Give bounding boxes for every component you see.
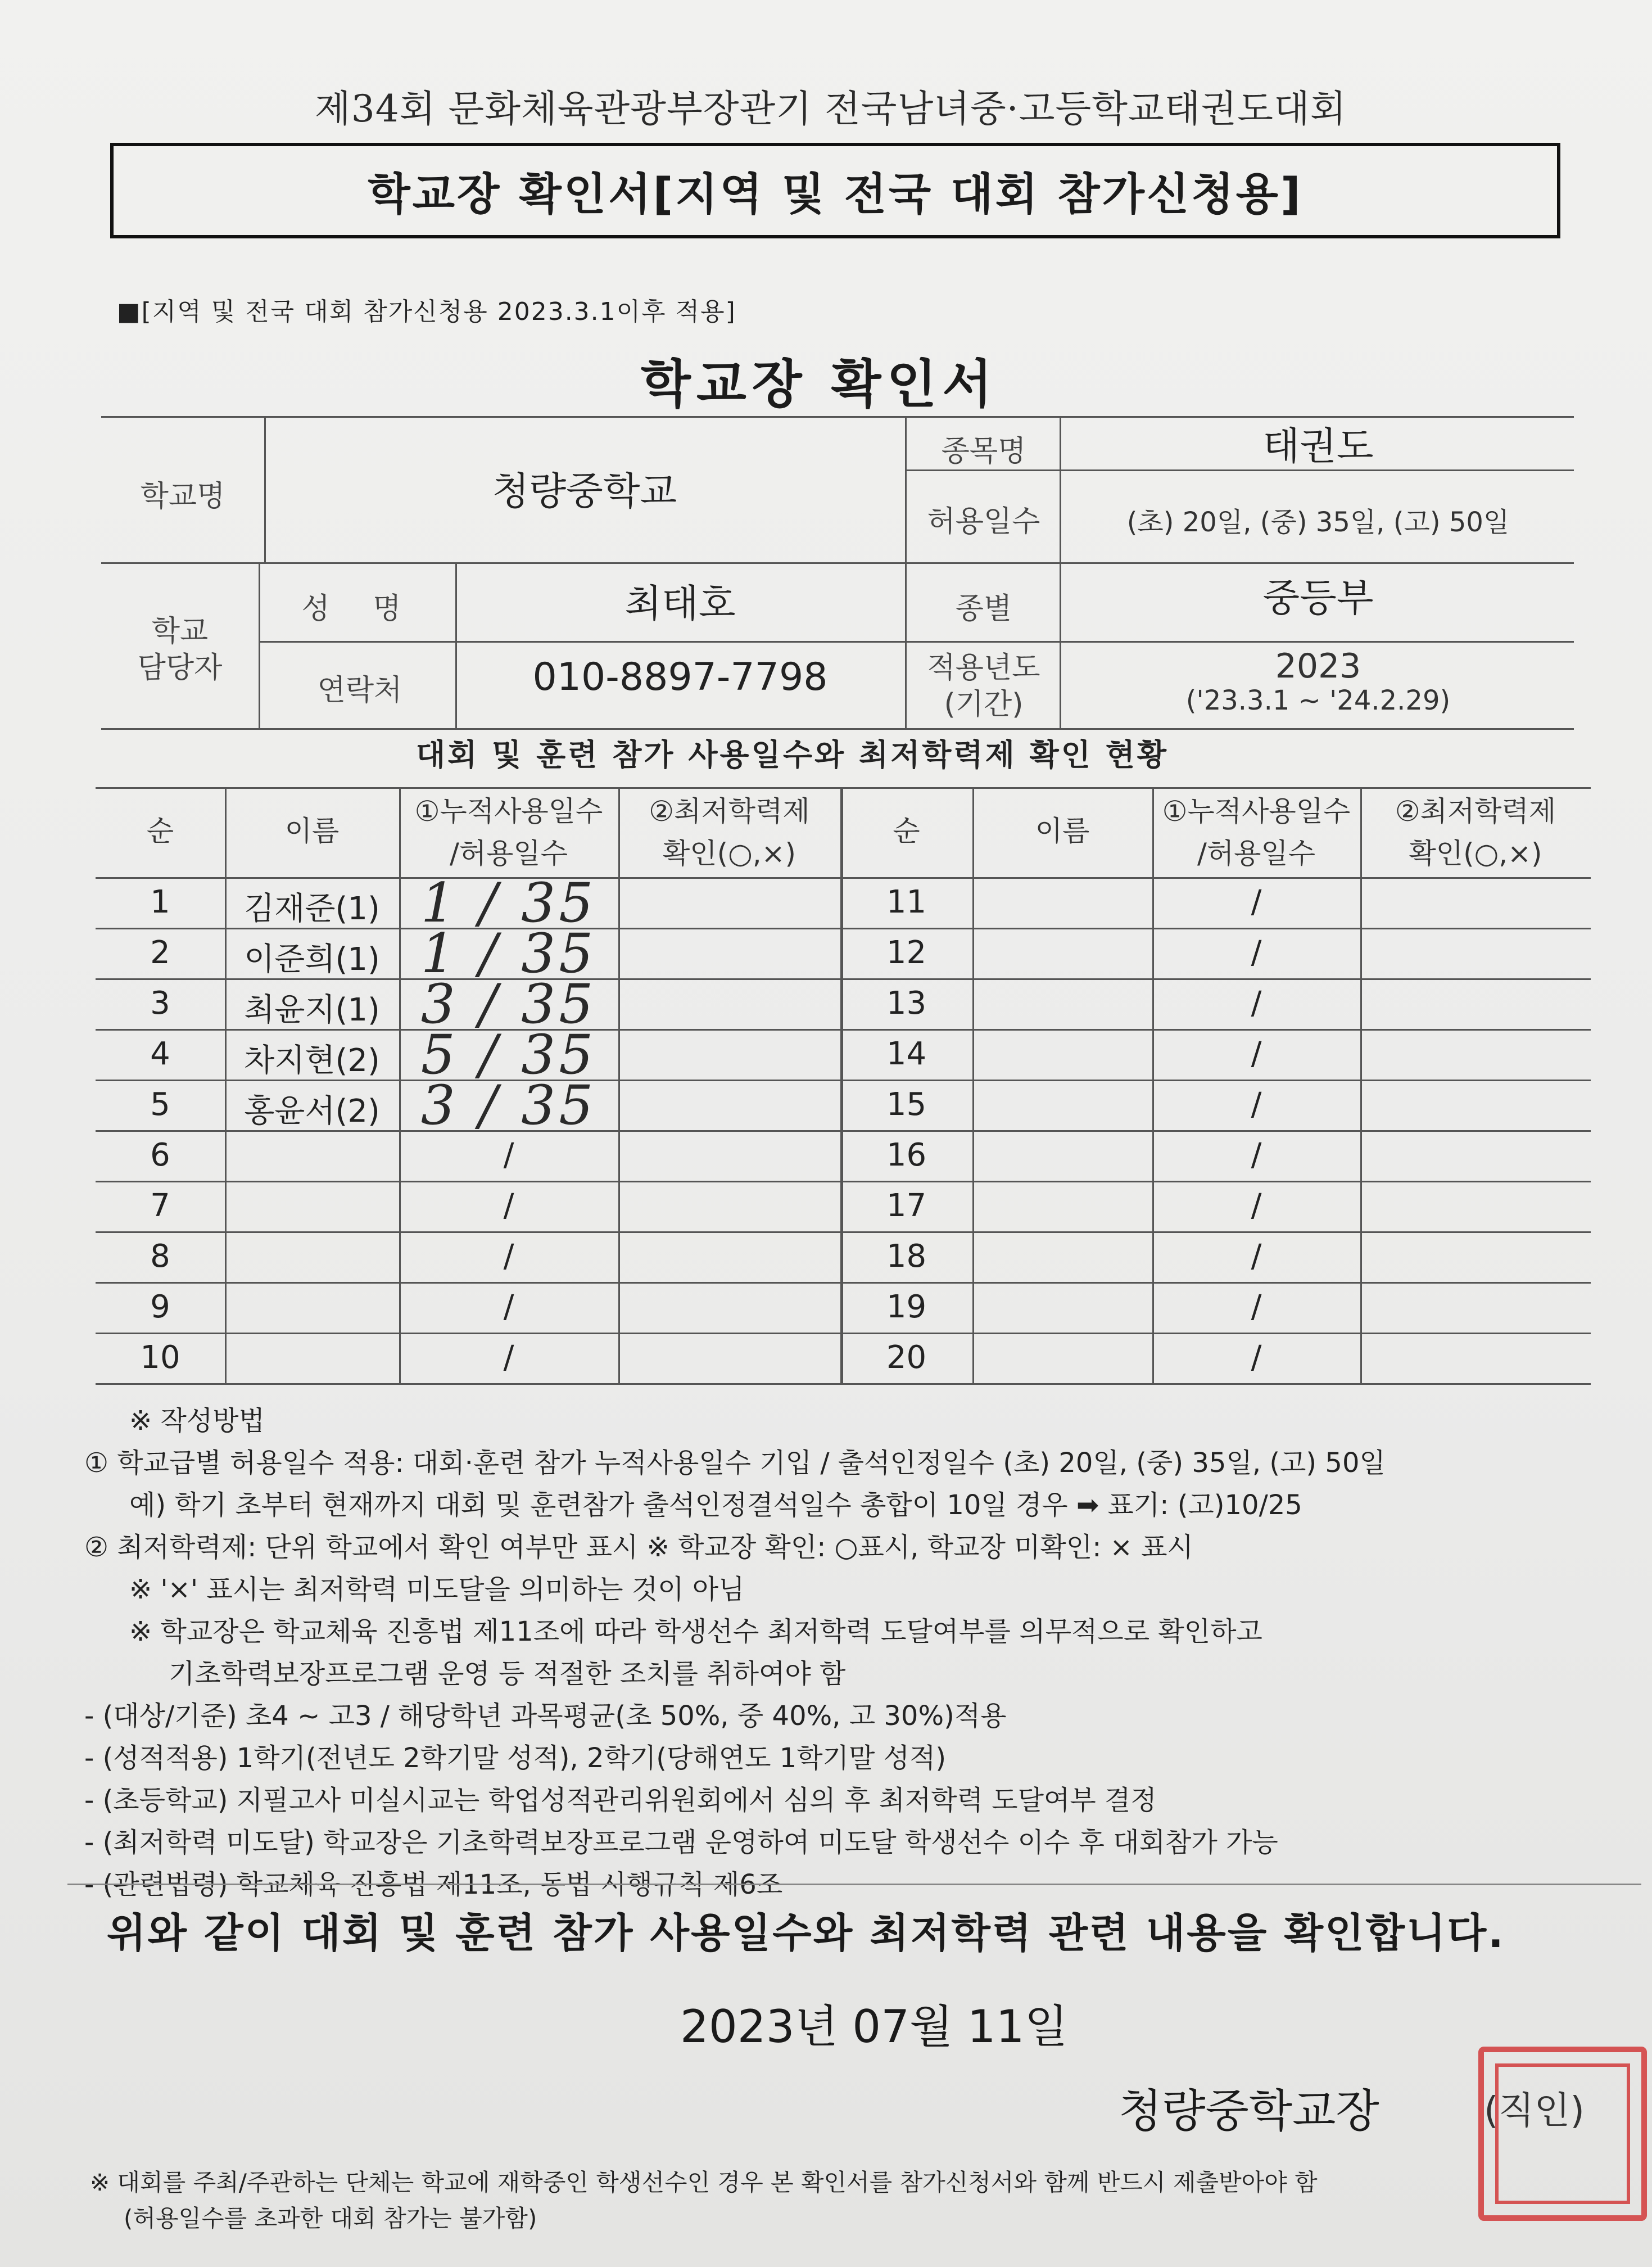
row-10-days: /	[503, 1339, 514, 1376]
row-12-days: /	[1251, 934, 1262, 971]
col-academic-right-line2: 확인(○,×)	[1409, 837, 1542, 870]
allowed-days-value: (초) 20일, (중) 35일, (고) 50일	[1126, 507, 1510, 538]
row-1-name: 김재준(1)	[244, 891, 380, 927]
school-label: 학교명	[140, 480, 225, 513]
row-3-days: 3 / 35	[420, 973, 597, 1036]
row-13-days: /	[1251, 985, 1262, 1022]
col-academic-right-line1: ②최저학력제	[1395, 795, 1556, 828]
row-7-days: /	[503, 1187, 514, 1224]
col-name: 이름	[284, 815, 340, 847]
row-17-no: 17	[886, 1187, 927, 1224]
row-4-name: 차지현(2)	[244, 1042, 380, 1079]
contact-phone: 010-8897-7798	[532, 655, 828, 699]
competition-title: 제34회 문화체육관광부장관기 전국남녀중·고등학교태권도대회	[315, 87, 1347, 130]
sport-label: 종목명	[941, 435, 1026, 468]
col-days-line2: /허용일수	[449, 837, 568, 870]
row-8-days: /	[503, 1238, 514, 1275]
row-10-no: 10	[140, 1339, 180, 1376]
period-value: ('23.3.1 ~ '24.2.29)	[1185, 685, 1451, 716]
boxed-title: 학교장 확인서[지역 및 전국 대회 참가신청용]	[368, 169, 1303, 220]
row-5-no: 5	[150, 1086, 170, 1123]
division-label: 종별	[955, 592, 1012, 626]
instruction-line: ② 최저학력제: 단위 학교에서 확인 여부만 표시 ※ 학교장 확인: ○표시, 학교장 미확인: × 표시	[84, 1532, 1193, 1563]
row-5-days: 3 / 35	[420, 1074, 597, 1137]
col-name-right: 이름	[1035, 815, 1090, 847]
row-5-name: 홍윤서(2)	[244, 1093, 380, 1130]
boxed-title-frame	[110, 143, 1560, 238]
document-title: 학교장 확인서	[641, 354, 998, 414]
row-13-no: 13	[886, 985, 927, 1022]
info-table	[101, 416, 1574, 731]
row-3-name: 최윤지(1)	[244, 992, 380, 1028]
row-1-days: 1 / 35	[420, 871, 597, 934]
row-8-no: 8	[150, 1238, 170, 1275]
instruction-line: 예) 학기 초부터 현재까지 대회 및 훈련참가 출석인정결석일수 총합이 10일 경우 ➡ 표기: (고)10/25	[129, 1489, 1302, 1521]
row-19-days: /	[1251, 1289, 1262, 1325]
instruction-line: - (성적적용) 1학기(전년도 2학기말 성적), 2학기(당해연도 1학기말 성적)	[84, 1742, 947, 1774]
row-18-no: 18	[886, 1238, 927, 1275]
row-18-days: /	[1251, 1238, 1262, 1275]
footer-line-2: (허용일수를 초과한 대회 참가는 불가함)	[124, 2205, 537, 2232]
allowed-days-label: 허용일수	[927, 505, 1040, 539]
school-value: 청량중학교	[492, 469, 677, 514]
roster-table	[96, 787, 1591, 1389]
application-note: ■[지역 및 전국 대회 참가신청용 2023.3.1이후 적용]	[117, 297, 736, 326]
principal-title: 청량중학교장	[1119, 2085, 1379, 2137]
row-3-no: 3	[150, 985, 170, 1022]
row-4-no: 4	[150, 1036, 170, 1072]
col-no: 순	[146, 815, 174, 847]
row-11-days: /	[1251, 884, 1262, 920]
footer-note	[90, 2165, 1318, 2237]
col-days-right-line1: ①누적사용일수	[1162, 795, 1351, 828]
row-2-no: 2	[150, 934, 170, 971]
period-label: (기간)	[944, 688, 1024, 721]
row-14-no: 14	[886, 1036, 927, 1072]
instruction-line: - (대상/기준) 초4 ~ 고3 / 해당학년 과목평균(초 50%, 중 40%, 고 30%)적용	[84, 1700, 1007, 1732]
row-19-no: 19	[886, 1289, 927, 1325]
row-15-no: 15	[886, 1086, 927, 1123]
divider	[67, 1884, 1641, 1885]
row-15-days: /	[1251, 1086, 1262, 1123]
contact-name: 최태호	[624, 582, 736, 626]
contact-label-line1: 학교	[151, 615, 209, 648]
col-no-right: 순	[893, 815, 920, 847]
col-academic-line2: 확인(○,×)	[662, 837, 796, 870]
division-value: 중등부	[1262, 576, 1374, 621]
row-7-no: 7	[150, 1187, 170, 1224]
row-9-no: 9	[150, 1289, 170, 1325]
roster-title: 대회 및 훈련 참가 사용일수와 최저학력제 확인 현황	[416, 737, 1169, 773]
confirmation-statement: 위와 같이 대회 및 훈련 참가 사용일수와 최저학력 관련 내용을 확인합니다.	[107, 1909, 1505, 1957]
row-6-no: 6	[150, 1137, 170, 1173]
col-academic-line1: ②최저학력제	[649, 795, 810, 828]
issue-date: 2023년 07월 11일	[680, 2000, 1068, 2053]
instruction-line: - (관련법령) 학교체육 진흥법 제11조, 동법 시행규칙 제6조	[84, 1869, 783, 1900]
name-label: 성 명	[301, 592, 418, 626]
instructions	[84, 1400, 1602, 1906]
seal-label: (직인)	[1484, 2089, 1585, 2132]
official-seal-stamp	[1478, 2047, 1647, 2221]
row-4-days: 5 / 35	[420, 1023, 597, 1086]
year-label: 적용년도	[927, 651, 1040, 685]
row-20-no: 20	[886, 1339, 927, 1376]
row-12-no: 12	[886, 934, 927, 971]
row-9-days: /	[503, 1289, 514, 1325]
instruction-line: ※ '×' 표시는 최저학력 미도달을 의미하는 것이 아님	[129, 1574, 745, 1605]
row-6-days: /	[503, 1137, 514, 1173]
contact-label-line2: 담당자	[137, 651, 223, 685]
row-11-no: 11	[886, 884, 927, 920]
instruction-line: ※ 학교장은 학교체육 진흥법 제11조에 따라 학생선수 최저학력 도달여부를 의무적으로 확인하고	[129, 1616, 1262, 1647]
phone-label: 연락처	[317, 674, 402, 707]
instruction-line: - (최저학력 미도달) 학교장은 기초학력보장프로그램 운영하여 미도달 학생선수 이수 후 대회참가 가능	[84, 1827, 1278, 1858]
row-14-days: /	[1251, 1036, 1262, 1072]
sport-value: 태권도	[1262, 425, 1374, 469]
instruction-line: - (초등학교) 지필고사 미실시교는 학업성적관리위원회에서 심의 후 최저학력 도달여부 결정	[84, 1785, 1157, 1816]
row-16-days: /	[1251, 1137, 1262, 1173]
instruction-line: 기초학력보장프로그램 운영 등 적절한 조치를 취하여야 함	[169, 1658, 846, 1690]
row-2-days: 1 / 35	[420, 922, 597, 985]
instructions-heading: ※ 작성방법	[129, 1405, 265, 1437]
row-1-no: 1	[150, 884, 170, 920]
col-days-right-line2: /허용일수	[1197, 837, 1316, 870]
row-20-days: /	[1251, 1339, 1262, 1376]
col-days-line1: ①누적사용일수	[414, 795, 603, 828]
footer-line-1: ※ 대회를 주최/주관하는 단체는 학교에 재학중인 학생선수인 경우 본 확인서를 참가신청서와 함께 반드시 제출받아야 함	[90, 2169, 1318, 2196]
row-16-no: 16	[886, 1137, 927, 1173]
row-2-name: 이준희(1)	[244, 941, 380, 978]
year-value: 2023	[1275, 647, 1361, 686]
row-17-days: /	[1251, 1187, 1262, 1224]
instruction-line: ① 학교급별 허용일수 적용: 대회·훈련 참가 누적사용일수 기입 / 출석인정일수 (초) 20일, (중) 35일, (고) 50일	[84, 1447, 1386, 1479]
